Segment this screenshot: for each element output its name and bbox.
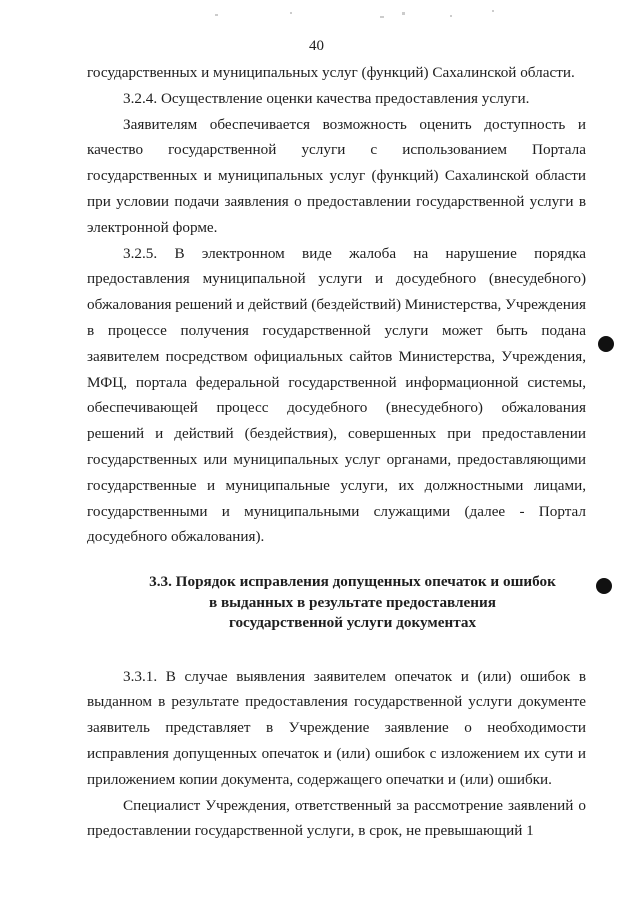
paragraph-3-2-5: 3.2.5. В электронном виде жалоба на нарушение порядка предоставления муниципальной услуги и досудебного (внесудебного) обжалования решений и действий (бездействий) Министерства, Учреждения в процессе получения государственной услуги может быть подана заявителем посредством официальных сайтов Министерства, Учреждения, МФЦ, портала федеральной государственной информационной системы, обеспечивающей процесс досудебного (внесудебного) обжалования решений и действий (бездействия), совершенных при предоставлении государственных или муниципальных услуг органами, предоставляющими государственные и муниципальные услуги, их должностными лицами, государственными и муниципальными служащими (далее - Портал досудебного обжалования). xyxy=(87,244,587,546)
page-body xyxy=(87,60,586,844)
scan-speck xyxy=(402,12,405,15)
section-heading-3-3 xyxy=(87,572,586,634)
page-number: 40 xyxy=(309,38,324,54)
scan-speck xyxy=(380,16,384,18)
punch-hole-mark xyxy=(598,336,614,352)
scan-speck xyxy=(492,10,494,12)
paragraph-specialist: Специалист Учреждения, ответственный за рассмотрение заявлений о предоставлении государственной услуги, в срок, не превышающий 1 xyxy=(87,796,586,840)
scan-speck xyxy=(450,15,452,17)
paragraph-3-3-1: 3.3.1. В случае выявления заявителем опечаток и (или) ошибок в выданном в результате предоставления государственной услуги документе заявитель представляет в Учреждение заявление о необходимости исправления допущенных опечаток и (или) ошибок с изложением их сути и приложением копии документа, содержащего опечатки и (или) ошибки. xyxy=(87,667,586,788)
heading-line-3: государственной услуги документах xyxy=(228,614,477,632)
scan-speck xyxy=(290,12,292,14)
paragraph-continuation: государственных и муниципальных услуг (функций) Сахалинской области. xyxy=(87,64,575,81)
punch-hole-mark xyxy=(596,578,612,594)
paragraph-quality-assessment: Заявителям обеспечивается возможность оценить доступность и качество государственной услуги с использованием Портала государственных и муниципальных услуг (функций) Сахалинской области при условии подачи заявления о предоставлении государственной услуги в электронной форме. xyxy=(87,115,586,236)
heading-line-1: 3.3. Порядок исправления допущенных опечаток и ошибок xyxy=(149,573,556,591)
scan-speck xyxy=(215,14,218,16)
heading-line-2: в выданных в результате предоставления xyxy=(208,593,497,611)
paragraph-3-2-4: 3.2.4. Осуществление оценки качества предоставления услуги. xyxy=(123,89,530,107)
